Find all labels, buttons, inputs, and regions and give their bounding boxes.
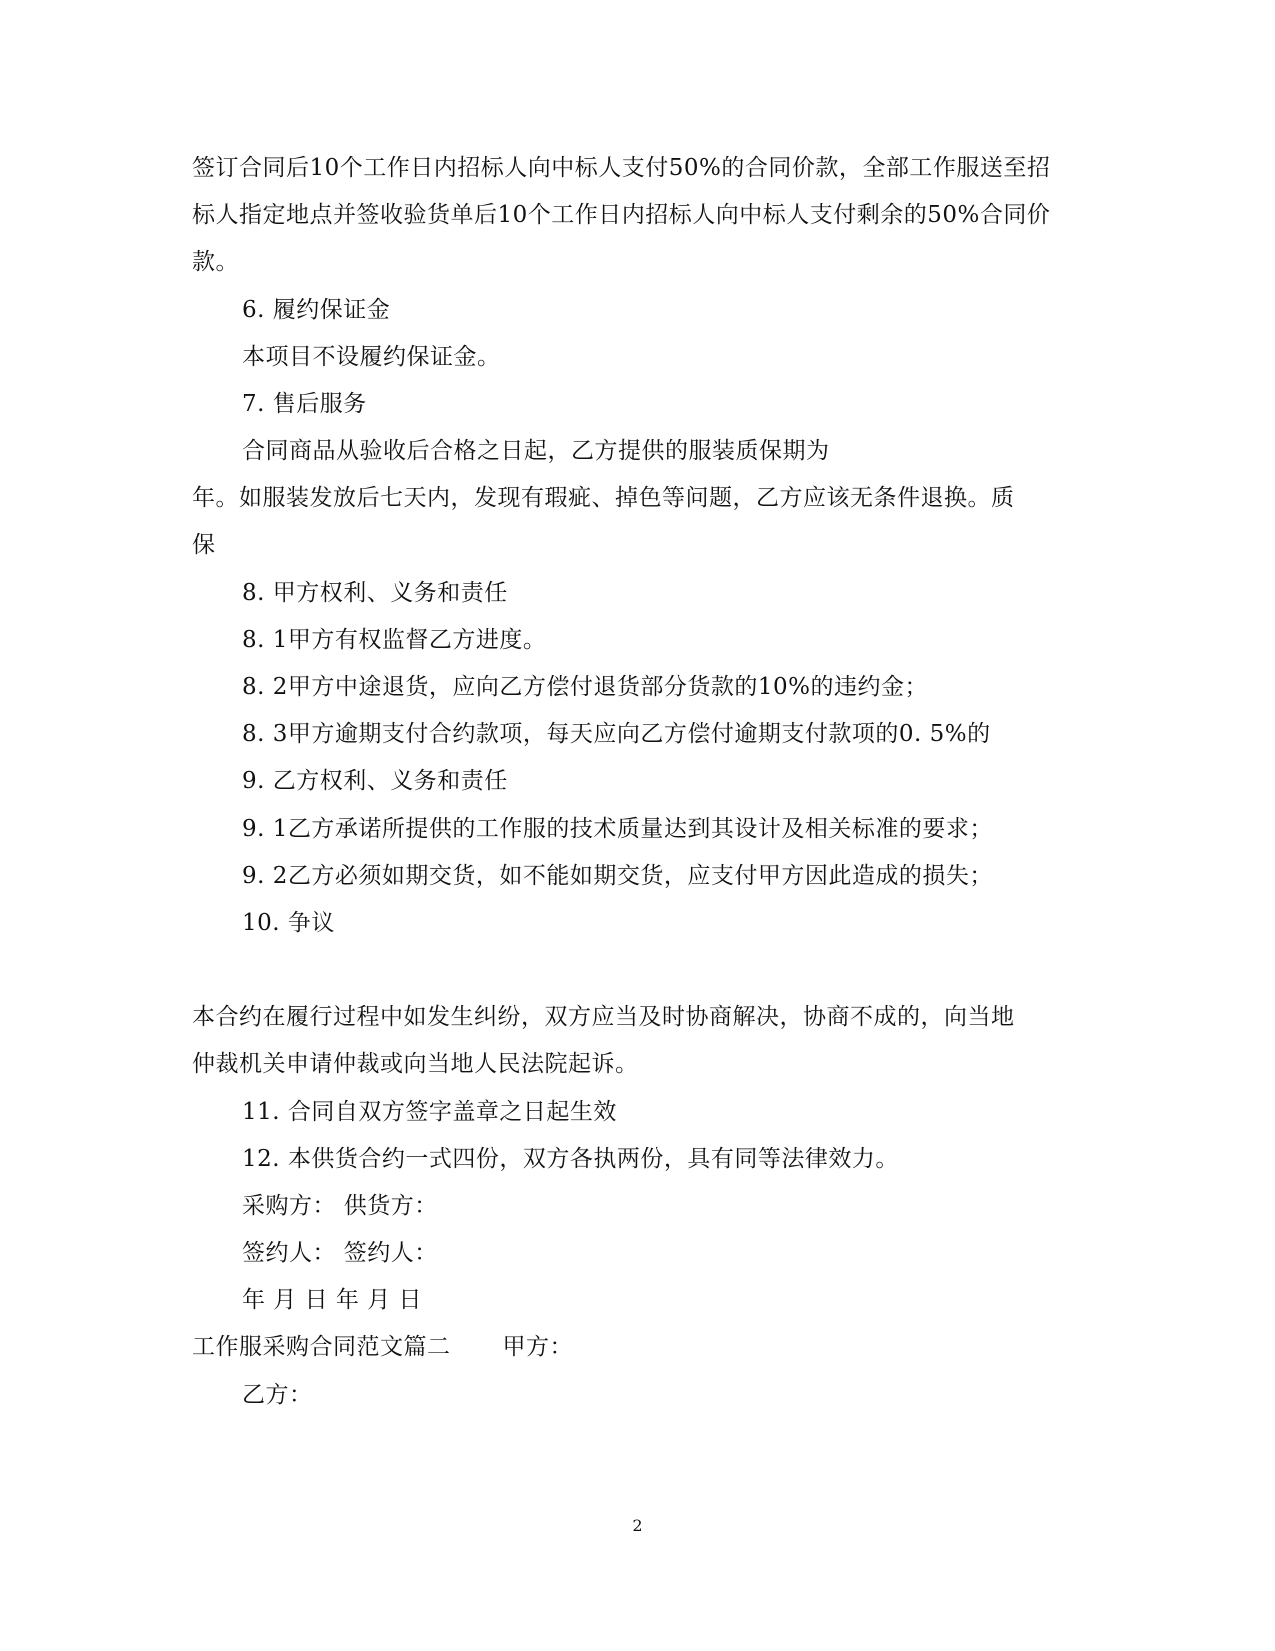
signature-line: 签约人： 签约人：: [242, 1240, 438, 1266]
paragraph-line: 款。: [192, 249, 239, 275]
paragraph-line: 12. 本供货合约一式四份，双方各执两份，具有同等法律效力。: [242, 1146, 899, 1172]
paragraph-line: 标人指定地点并签收验货单后10个工作日内招标人向中标人支付剩余的50%合同价: [192, 202, 1051, 228]
section-heading: 10. 争议: [242, 910, 335, 936]
paragraph-line: 仲裁机关申请仲裁或向当地人民法院起诉。: [192, 1051, 639, 1077]
paragraph-line: 8. 1甲方有权监督乙方进度。: [242, 627, 547, 653]
paragraph-line: 签订合同后10个工作日内招标人向中标人支付50%的合同价款，全部工作服送至招: [192, 155, 1051, 181]
paragraph-line: 保: [192, 532, 216, 558]
paragraph-line: 8. 3甲方逾期支付合约款项，每天应向乙方偿付逾期支付款项的0. 5%的: [242, 721, 991, 747]
page-number: 2: [632, 1516, 643, 1535]
section-heading: 8. 甲方权利、义务和责任: [242, 580, 508, 606]
paragraph-line: 本项目不设履约保证金。: [242, 344, 501, 370]
date-line: 年 月 日 年 月 日: [242, 1287, 423, 1313]
section-heading: 6. 履约保证金: [242, 297, 391, 323]
party-b-label: 乙方：: [242, 1382, 313, 1408]
paragraph-line: 合同商品从验收后合格之日起，乙方提供的服装质保期为: [242, 438, 830, 464]
paragraph-line: 本合约在履行过程中如发生纠纷，双方应当及时协商解决，协商不成的，向当地: [192, 1004, 1015, 1030]
article-title-line: [192, 1331, 573, 1363]
paragraph-line: 11. 合同自双方签字盖章之日起生效: [242, 1099, 617, 1125]
signature-line: 采购方： 供货方：: [242, 1193, 438, 1219]
paragraph-line: 9. 1乙方承诺所提供的工作服的技术质量达到其设计及相关标准的要求；: [242, 816, 993, 842]
section-heading: 9. 乙方权利、义务和责任: [242, 768, 508, 794]
paragraph-line: 年。如服装发放后七天内，发现有瑕疵、掉色等问题，乙方应该无条件退换。质: [192, 485, 1015, 511]
section-heading: 7. 售后服务: [242, 391, 367, 417]
party-a-label: 甲方：: [502, 1334, 573, 1360]
paragraph-line: 8. 2甲方中途退货，应向乙方偿付退货部分货款的10%的违约金；: [242, 674, 929, 700]
paragraph-line: 9. 2乙方必须如期交货，如不能如期交货，应支付甲方因此造成的损失；: [242, 863, 993, 889]
article-title: 工作服采购合同范文篇二: [192, 1334, 451, 1360]
